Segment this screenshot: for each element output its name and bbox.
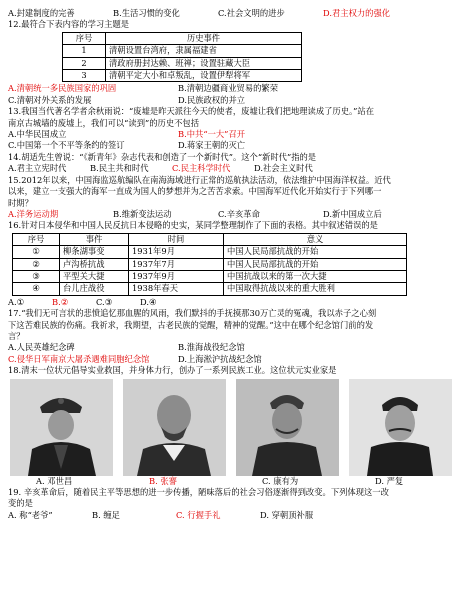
q15-option-b[interactable]: B.维新变法运动 — [113, 208, 172, 219]
table-cell: 清朝平定大小和卓叛乱，设置伊犁将军 — [106, 70, 302, 82]
q18-photo-b[interactable] — [123, 379, 226, 487]
q19-options — [8, 510, 462, 521]
q18-photo-options — [10, 379, 462, 487]
q13-options-row-2 — [8, 140, 462, 151]
q12-option-d[interactable]: D.民族政权的并立 — [178, 94, 246, 105]
table-cell: 1931年9月 — [129, 246, 224, 258]
q17-option-c[interactable]: C.侵华日军南京大屠杀遇难同胞纪念馆 — [8, 353, 150, 364]
table-header-cell: 序号 — [63, 32, 106, 44]
portrait-image — [123, 379, 226, 476]
q13-option-d[interactable]: D.蒋家王朝的灭亡 — [178, 140, 246, 151]
q15-stem-line-3: 时期？ — [8, 197, 33, 208]
q12-stem: 12.最符合下表内容的学习主题是 — [8, 19, 130, 30]
q17-option-d[interactable]: D.上海淞沪抗战纪念馆 — [178, 353, 262, 364]
q14-stem: 14.胡适先生曾说：“《新青年》杂志代表和创造了一个新时代”。这个“新时代”指的是 — [8, 151, 317, 162]
table-cell: 中国人民局部抗战的开始 — [224, 258, 407, 270]
q18-caption-c: C. 康有为 — [262, 475, 299, 486]
table-cell: 中国人民局部抗战的开始 — [224, 246, 407, 258]
q17-options-row-2 — [8, 354, 462, 365]
table-header-cell: 事件 — [60, 233, 129, 245]
q15-option-a[interactable]: A.洋务运动期 — [8, 208, 59, 219]
q16-option-b[interactable]: B.② — [52, 296, 69, 307]
q17-stem-line-1: 17.“我们无可言状的悲愤追忆那血腥的风雨，我们默抖的手抚摸那30万亡灵的冤魂，我以赤子之心刻 — [8, 308, 377, 319]
q19-option-d[interactable]: D. 穿朝顶补服 — [260, 509, 314, 520]
q13-options-row-1 — [8, 129, 462, 140]
table-cell: ④ — [13, 283, 60, 295]
q16-stem: 16.针对日本侵华和中国人民反抗日本侵略的史实，某同学整理制作了下面的表格。其中叙述错误的是 — [8, 220, 378, 231]
q16-table — [12, 233, 407, 296]
q18-photo-c[interactable] — [236, 379, 339, 487]
table-cell: 卢沟桥抗战 — [60, 258, 129, 270]
table-cell: 清政府册封达赖、班禅；设置驻藏大臣 — [106, 57, 302, 69]
q17-options-row-1 — [8, 342, 462, 353]
q13-option-c[interactable]: C.中国第一个不平等条约的签订 — [8, 140, 125, 151]
q16-options — [8, 297, 462, 308]
q17-option-a[interactable]: A.人民英雄纪念碑 — [8, 342, 75, 353]
table-header-row — [13, 233, 407, 245]
q19-stem-line-2: 变的是 — [8, 498, 33, 509]
q11-options — [8, 8, 462, 19]
q14-option-a[interactable]: A.君主立宪时代 — [8, 163, 67, 174]
exam-page — [8, 8, 462, 521]
q18-stem: 18.清末一位状元倡导实业救国，并身体力行，创办了一系列民族工业。这位状元实业家是 — [8, 365, 337, 376]
q13-option-b[interactable]: B.中共“一大”召开 — [178, 129, 245, 140]
table-row — [13, 246, 407, 258]
table-cell: 1937年7月 — [129, 258, 224, 270]
portrait-image — [10, 379, 113, 476]
portrait-image — [236, 379, 339, 476]
q11-option-a[interactable]: A.封建制度的完善 — [8, 8, 75, 18]
table-header-cell: 时间 — [129, 233, 224, 245]
q16-option-c[interactable]: C.③ — [96, 296, 113, 307]
table-cell: 3 — [63, 70, 106, 82]
table-cell: 平型关大捷 — [60, 270, 129, 282]
q15-option-d[interactable]: D.新中国成立后 — [323, 208, 382, 219]
table-cell: ③ — [13, 270, 60, 282]
q14-option-c[interactable]: C.民主科学时代 — [172, 163, 231, 174]
table-header-cell: 历史事件 — [106, 32, 302, 44]
table-row — [13, 270, 407, 282]
q18-caption-d: D. 严复 — [375, 475, 404, 486]
table-cell: 中国抗战以来的第一次大捷 — [224, 270, 407, 282]
q18-caption-b: B. 张謇 — [149, 475, 177, 486]
table-cell: 1937年9月 — [129, 270, 224, 282]
q16-option-d[interactable]: D.④ — [140, 296, 157, 307]
table-header-cell: 序号 — [13, 233, 60, 245]
q16-option-a[interactable]: A.① — [8, 296, 25, 307]
q18-caption-a: A. 邓世昌 — [36, 475, 73, 486]
q15-option-c[interactable]: C.辛亥革命 — [218, 208, 260, 219]
q11-option-b[interactable]: B.生活习惯的变化 — [113, 8, 180, 18]
q12-option-b[interactable]: B.清朝边疆商业贸易的繁荣 — [178, 83, 279, 94]
q19-option-b[interactable]: B. 缠足 — [92, 509, 120, 520]
table-cell: 1 — [63, 45, 106, 57]
q17-option-b[interactable]: B.淮海战役纪念馆 — [178, 342, 245, 353]
table-cell: ② — [13, 258, 60, 270]
q11-option-c[interactable]: C.社会文明的进步 — [218, 8, 285, 18]
table-cell: 中国取得抗战以来的重大胜利 — [224, 283, 407, 295]
table-cell: 台儿庄战役 — [60, 283, 129, 295]
q19-option-c[interactable]: C. 行握手礼 — [176, 509, 221, 520]
table-row — [13, 283, 407, 295]
q12-table — [62, 32, 302, 83]
table-cell: 1938年春天 — [129, 283, 224, 295]
portrait-image — [349, 379, 452, 476]
table-row — [63, 45, 302, 57]
q14-options — [8, 163, 462, 174]
q15-options — [8, 209, 462, 220]
q12-options-row-1 — [8, 83, 462, 94]
table-header-cell: 意义 — [224, 233, 407, 245]
q12-options-row-2 — [8, 95, 462, 106]
table-row — [13, 258, 407, 270]
table-cell: 柳条湖事变 — [60, 246, 129, 258]
table-header-row — [63, 32, 302, 44]
q12-option-a[interactable]: A.清朝统一多民族国家的巩固 — [8, 83, 117, 94]
q13-stem-line-2: 南京古城墙的废墟上，我们可以“读到”的历史不包括 — [8, 117, 200, 128]
table-row — [63, 70, 302, 82]
table-cell: 清朝设置台湾府，隶属福建省 — [106, 45, 302, 57]
q13-option-a[interactable]: A.中华民国成立 — [8, 129, 67, 140]
q17-stem-line-2: 下这苦难民族的伤痛。我祈求，我期望，古老民族的觉醒，精神的觉醒。”这中在哪个纪念馆门前的发 — [8, 319, 374, 330]
q17-stem-line-3: 言？ — [8, 330, 25, 341]
q12-option-c[interactable]: C.清朝对外关系的发展 — [8, 94, 92, 105]
q13-stem-line-1: 13.我国当代著名学者余秋雨说：“废墟是昨天派往今天的使者，废墟让我们把地理读成了历史。”站在 — [8, 106, 375, 117]
q15-stem-line-2: 以来，建立一支强大的海军一直成为国人的梦想并为之苦苦求索。中国海军近代化开始实行于下列哪一 — [8, 186, 382, 197]
table-row — [63, 57, 302, 69]
q18-photo-a[interactable] — [10, 379, 113, 487]
q19-option-a[interactable]: A. 称“老爷” — [8, 509, 53, 520]
q18-photo-d[interactable] — [349, 379, 452, 487]
q14-option-b[interactable]: B.民主共和时代 — [90, 163, 149, 174]
table-cell: 2 — [63, 57, 106, 69]
table-cell: ① — [13, 246, 60, 258]
q11-option-d[interactable]: D.君主权力的强化 — [323, 8, 391, 18]
q15-stem-line-1: 15.2012年以来，中国海监巡航编队在南海海域进行正常的巡航执法活动，依法维护中国海洋权益。近代 — [8, 174, 391, 185]
q14-option-d[interactable]: D.社会主义时代 — [254, 163, 313, 174]
q19-stem-line-1: 19. 辛亥革命后，随着民主平等思想的进一步传播，陋味落后的社会习俗逐渐得到改变。下列体现这一改 — [8, 487, 389, 497]
